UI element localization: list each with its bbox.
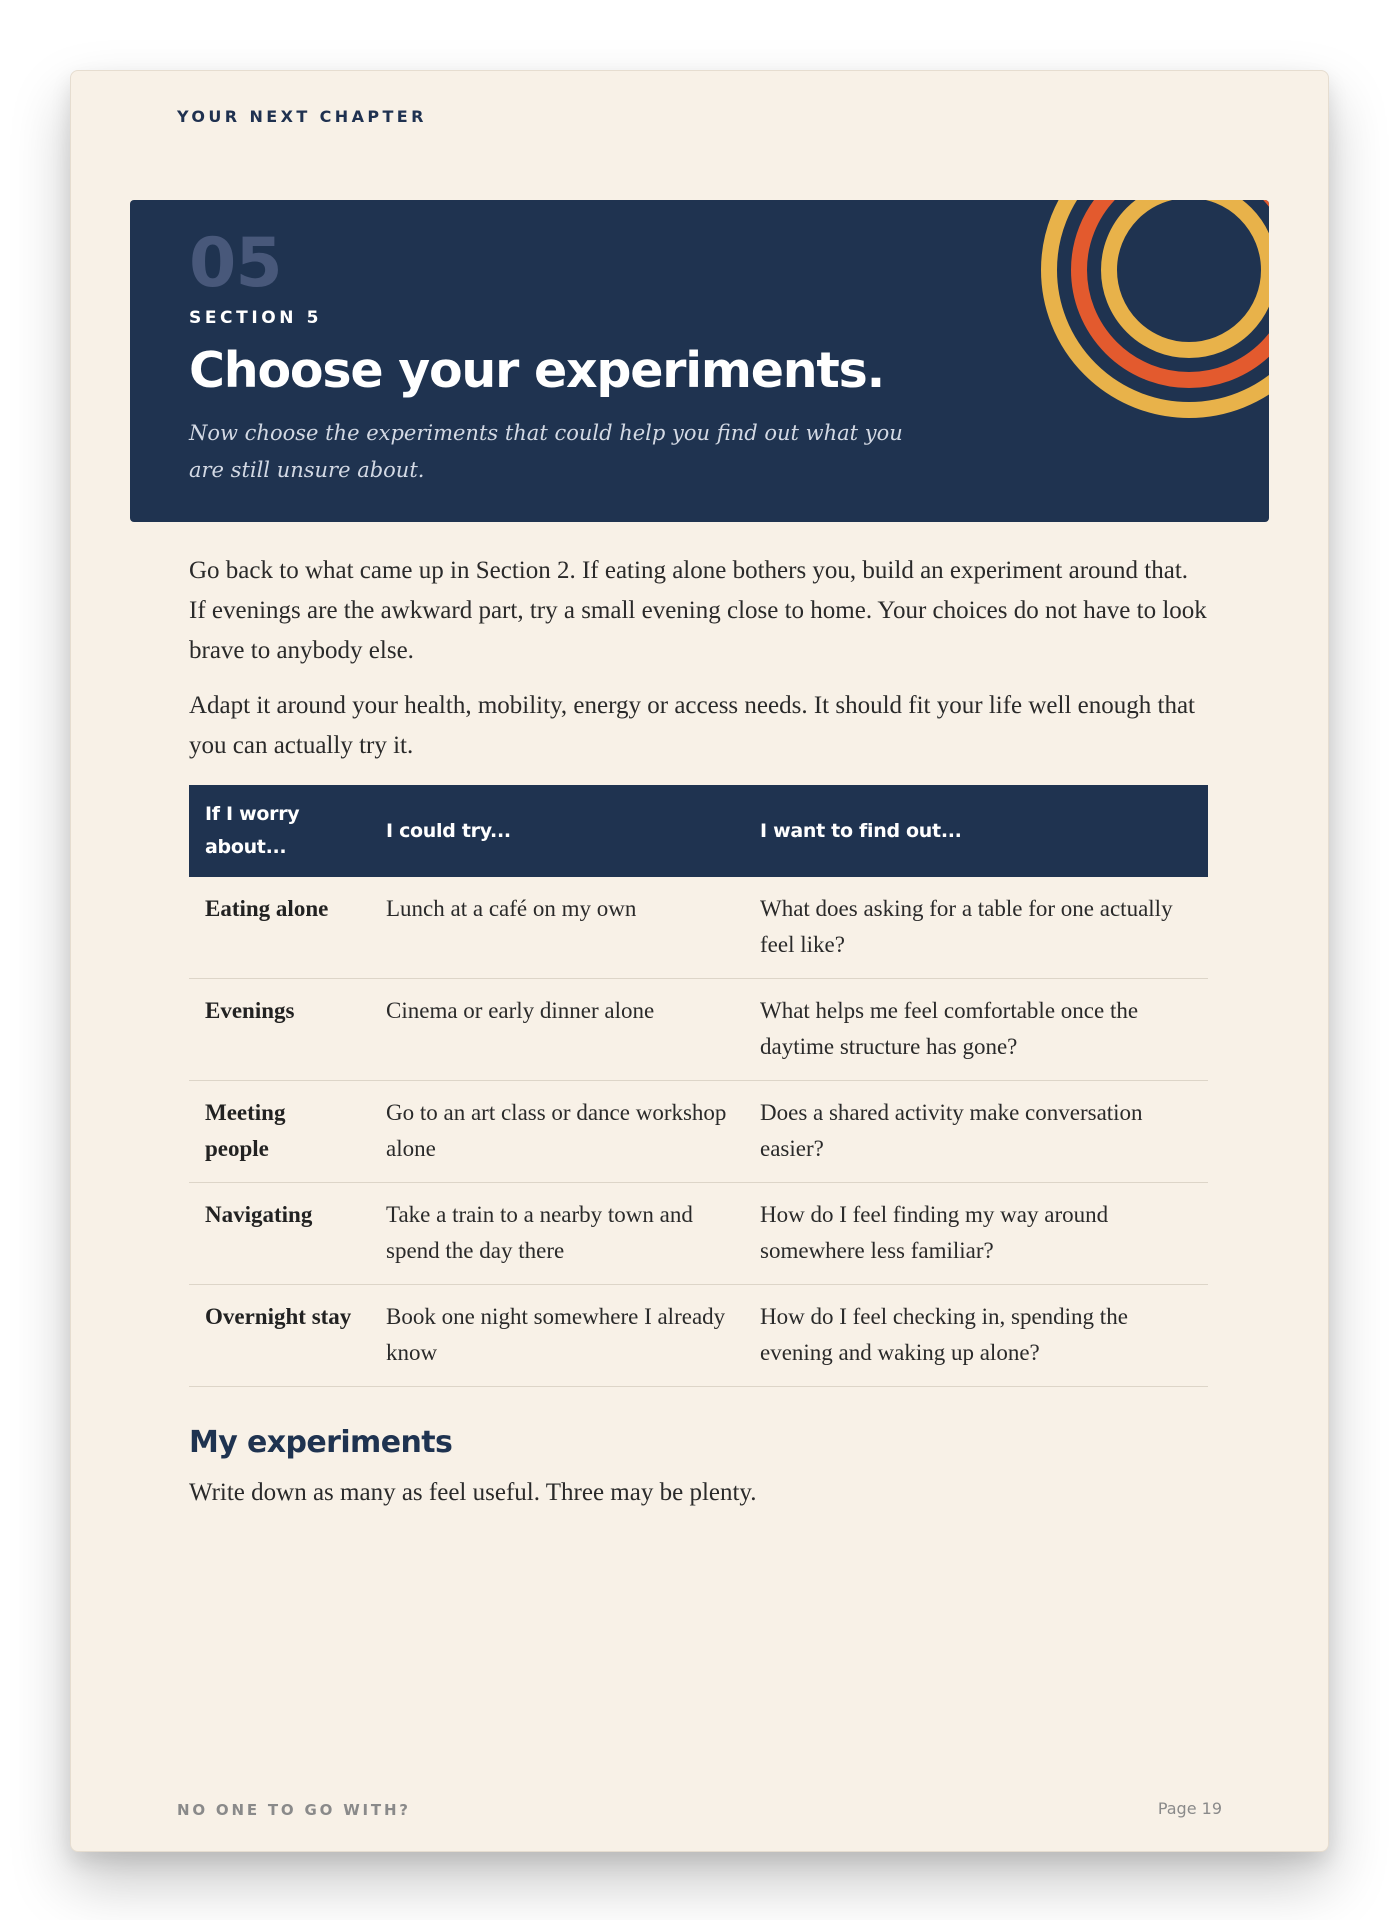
cell-find-out: How do I feel finding my way around somewhere less familiar? bbox=[744, 1183, 1208, 1285]
running-header: YOUR NEXT CHAPTER bbox=[177, 107, 427, 126]
ring-inner bbox=[1109, 200, 1269, 350]
column-header-worry: If I worry about... bbox=[189, 785, 370, 877]
cell-find-out: What helps me feel comfortable once the daytime structure has gone? bbox=[744, 979, 1208, 1081]
section-number: 05 bbox=[189, 224, 282, 303]
cell-find-out: What does asking for a table for one actually feel like? bbox=[744, 877, 1208, 979]
cell-try: Take a train to a nearby town and spend the day there bbox=[370, 1183, 744, 1285]
table-header-row bbox=[189, 785, 1208, 877]
column-header-find-out: I want to find out... bbox=[744, 785, 1208, 877]
cell-try: Go to an art class or dance workshop alone bbox=[370, 1081, 744, 1183]
document-page bbox=[70, 70, 1329, 1852]
cell-find-out: Does a shared activity make conversation easier? bbox=[744, 1081, 1208, 1183]
experiments-heading: My experiments bbox=[189, 1425, 453, 1460]
section-banner bbox=[130, 200, 1269, 522]
experiments-table bbox=[189, 785, 1208, 1387]
section-label: SECTION 5 bbox=[189, 308, 323, 328]
column-header-try: I could try... bbox=[370, 785, 744, 877]
cell-worry: Meeting people bbox=[189, 1081, 370, 1183]
section-title: Choose your experiments. bbox=[189, 342, 885, 399]
table-row bbox=[189, 979, 1208, 1081]
main-content bbox=[189, 551, 1209, 1528]
footer-book-title: NO ONE TO GO WITH? bbox=[177, 1801, 411, 1819]
cell-try: Lunch at a café on my own bbox=[370, 877, 744, 979]
concentric-rings-graphic bbox=[1039, 200, 1269, 430]
cell-find-out: How do I feel checking in, spending the evening and waking up alone? bbox=[744, 1285, 1208, 1387]
table-row bbox=[189, 1081, 1208, 1183]
section-subtitle: Now choose the experiments that could help you find out what you are still unsure about. bbox=[189, 421, 903, 482]
body-paragraph: Go back to what came up in Section 2. If eating alone bothers you, build an experiment around that. If evenings are the awkward part, try a small evening close to home. Your choices do not have to look brave to anybody else. bbox=[189, 557, 1207, 664]
cell-worry: Eating alone bbox=[189, 877, 370, 979]
cell-try: Book one night somewhere I already know bbox=[370, 1285, 744, 1387]
table-row bbox=[189, 877, 1208, 979]
body-paragraph: Adapt it around your health, mobility, energy or access needs. It should fit your life well enough that you can actually try it. bbox=[189, 692, 1196, 759]
cell-worry: Overnight stay bbox=[189, 1285, 370, 1387]
cell-worry: Navigating bbox=[189, 1183, 370, 1285]
cell-worry: Evenings bbox=[189, 979, 370, 1081]
experiments-note: Write down as many as feel useful. Three may be plenty. bbox=[189, 1479, 757, 1506]
footer-page-number: Page 19 bbox=[1157, 1799, 1222, 1818]
table-row bbox=[189, 1285, 1208, 1387]
cell-try: Cinema or early dinner alone bbox=[370, 979, 744, 1081]
table-row bbox=[189, 1183, 1208, 1285]
